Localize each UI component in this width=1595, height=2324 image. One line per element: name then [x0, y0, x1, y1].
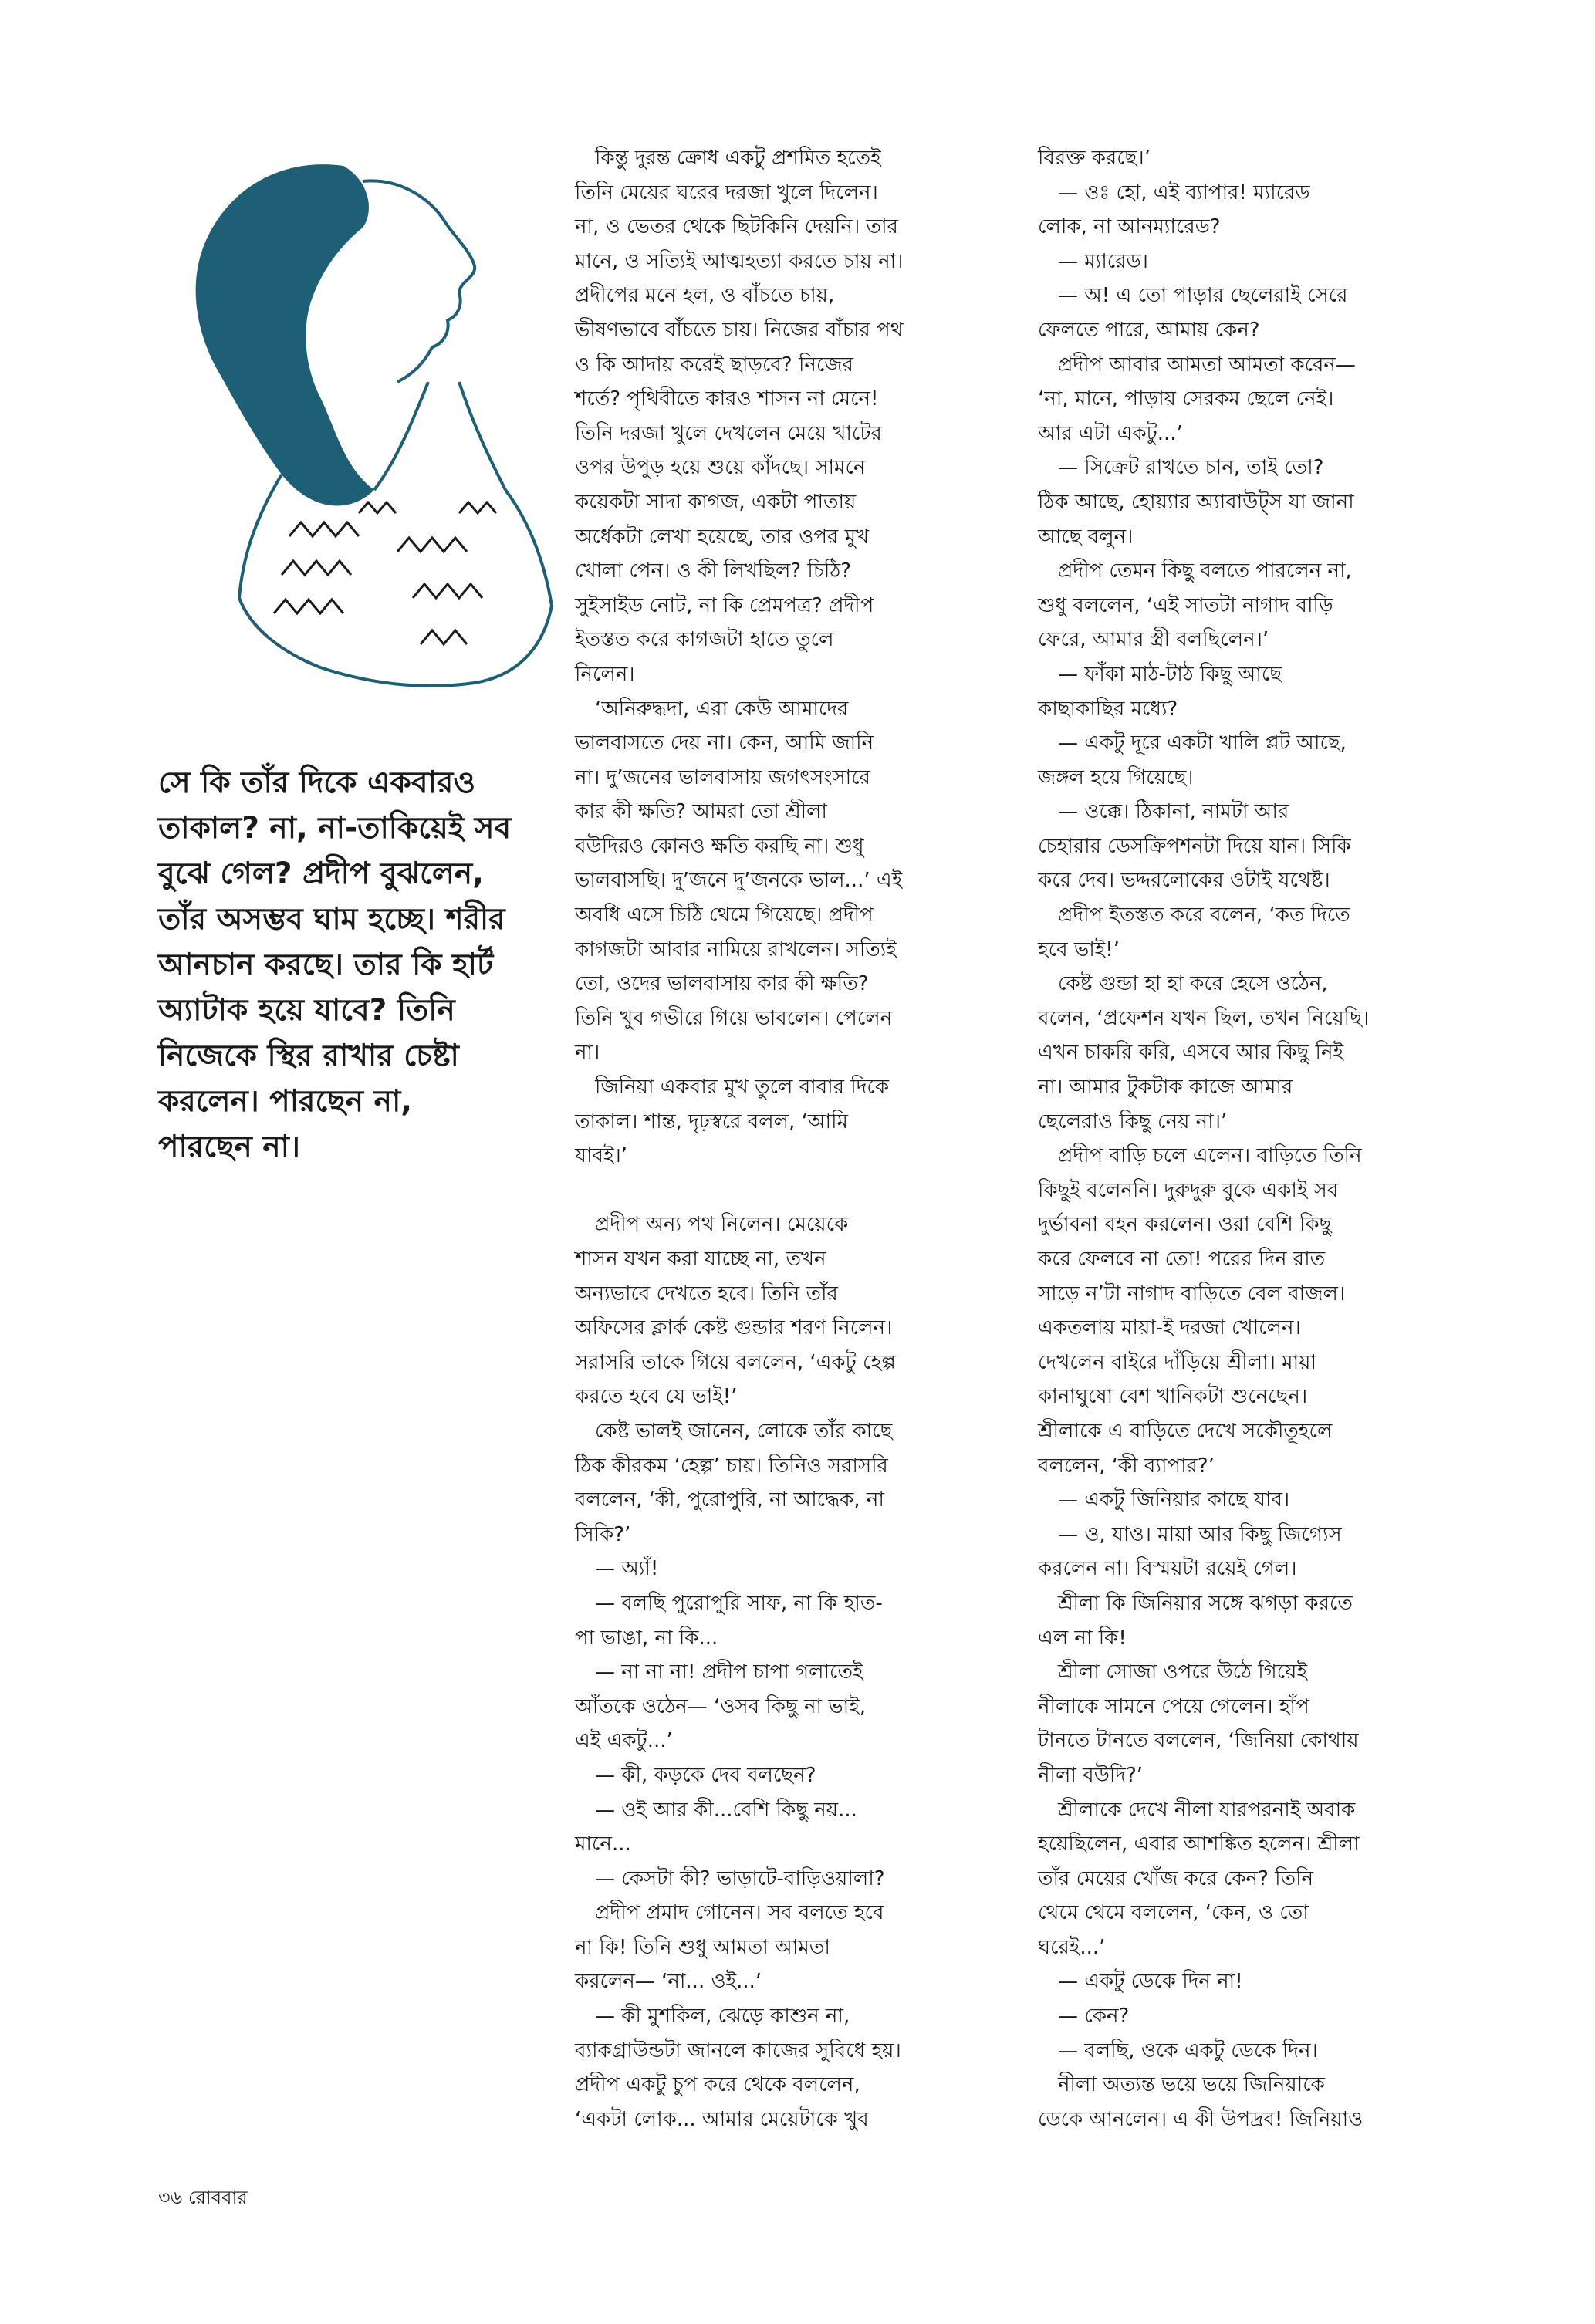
pull-quote-line: অ্যাটাক হয়ে যাবে? তিনি	[158, 993, 455, 1028]
text-line: ইতস্তত করে কাগজটা হাতে তুলে	[575, 628, 834, 652]
text-line: হবে ভাই!’	[1038, 937, 1120, 961]
text-line: অন্যভাবে দেখতে হবে। তিনি তাঁর	[575, 1282, 838, 1306]
text-line: — ওই আর কী...বেশি কিছু নয়...	[575, 1798, 857, 1822]
text-line: শ্রীলাকে এ বাড়িতে দেখে সকৌতূহলে	[1038, 1419, 1333, 1443]
text-line: করতে হবে যে ভাই!’	[575, 1385, 738, 1409]
text-line: শ্রীলাকে দেখে নীলা যারপরনাই অবাক	[1038, 1798, 1356, 1822]
text-line: শ্রীলা সোজা ওপরে উঠে গিয়েই	[1038, 1660, 1307, 1684]
face-outline	[363, 181, 475, 382]
text-line: — ম্যারেড।	[1038, 249, 1148, 273]
page-footer	[158, 2184, 248, 2214]
text-line: কয়েকটা সাদা কাগজ, একটা পাতায়	[575, 490, 857, 514]
text-line: — না না না! প্রদীপ চাপা গলাতেই	[575, 1660, 863, 1684]
text-line: না। আমার টুকটাক কাজে আমার	[1038, 1076, 1293, 1100]
text-line: শাসন যখন করা যাচ্ছে না, তখন	[575, 1248, 826, 1271]
text-line: সুইসাইড নোট, না কি প্রেমপত্র? প্রদীপ	[575, 593, 874, 617]
text-line: সাড়ে ন’টা নাগাদ বাড়িতে বেল বাজল।	[1038, 1282, 1346, 1306]
text-line: তাঁর মেয়ের খোঁজ করে কেন? তিনি	[1038, 1866, 1314, 1890]
text-line: অবধি এসে চিঠি থেমে গিয়েছে। প্রদীপ	[575, 904, 874, 927]
woman-portrait-illustration	[166, 150, 567, 737]
text-line: — ওঃ হো, এই ব্যাপার! ম্যারেড	[1038, 181, 1310, 204]
text-line: হয়েছিলেন, এবার আশঙ্কিত হলেন। শ্রীলা	[1038, 1833, 1360, 1856]
text-line: না। দু’জনের ভালবাসায় জগৎসংসারে	[575, 765, 870, 789]
text-line: ঘরেই...’	[1038, 1935, 1106, 1959]
text-line: প্রদীপ বাড়ি চলে এলেন। বাড়িতে তিনি	[1038, 1144, 1362, 1168]
text-line: কেষ্ট ভালই জানেন, লোকে তাঁর কাছে	[575, 1419, 893, 1443]
text-line: শুধু বললেন, ‘এই সাতটা নাগাদ বাড়ি	[1038, 593, 1333, 617]
text-line: তিনি খুব গভীরে গিয়ে ভাবলেন। পেলেন	[575, 1006, 893, 1030]
text-line: অফিসের ক্লার্ক কেষ্ট গুন্ডার শরণ নিলেন।	[575, 1316, 893, 1340]
text-line: — ওক্কে। ঠিকানা, নামটা আর	[1038, 800, 1289, 824]
text-line: অর্ধেকটা লেখা হয়েছে, তার ওপর মুখ	[575, 525, 870, 549]
text-line: যাবই।’	[575, 1144, 628, 1168]
pull-quote-line: নিজেকে স্থির রাখার চেষ্টা	[158, 1039, 459, 1073]
text-line: ভালবাসতে দেয় না। কেন, আমি জানি	[575, 731, 874, 755]
text-line: — অ! এ তো পাড়ার ছেলেরাই সেরে	[1038, 284, 1348, 308]
text-line: তিনি মেয়ের ঘরের দরজা খুলে দিলেন।	[575, 181, 878, 204]
text-line: ব্যাকগ্রাউন্ডটা জানলে কাজের সুবিধে হয়।	[575, 2039, 901, 2062]
page-number: ৩৬	[158, 2187, 183, 2208]
text-line: আছে বলুন।	[1038, 525, 1134, 549]
text-line: ঠিক আছে, হোয়্যার অ্যাবাউট্স যা জানা	[1038, 490, 1354, 514]
pull-quote-line: পারছেন না।	[158, 1130, 300, 1164]
text-line: চেহারার ডেসক্রিপশনটা দিয়ে যান। সিকি	[1038, 834, 1351, 858]
text-line: — কেন?	[1038, 2005, 1130, 2028]
text-line: করে দেব। ভদ্দরলোকের ওটাই যথেষ্ট।	[1038, 869, 1330, 893]
pull-quote-line: বুঝে গেল? প্রদীপ বুঝলেন,	[158, 856, 484, 891]
text-line: শর্তে? পৃথিবীতে কারও শাসন না মেনে!	[575, 387, 879, 411]
text-line: লোক, না আনম্যারেড?	[1038, 215, 1221, 239]
text-line: ‘না, মানে, পাড়ায় সেরকম ছেলে নেই।	[1038, 387, 1334, 411]
text-line: কিছুই বলেননি। দুরুদুরু বুকে একাই সব	[1038, 1178, 1339, 1202]
text-line: নীলা বউদি?’	[1038, 1763, 1144, 1787]
text-line: — একটু জিনিয়ার কাছে যাব।	[1038, 1488, 1290, 1512]
text-line: একতলায় মায়া-ই দরজা খোলেন।	[1038, 1316, 1301, 1340]
text-line: টানতে টানতে বললেন, ‘জিনিয়া কোথায়	[1038, 1729, 1359, 1753]
text-line: নীলাকে সামনে পেয়ে গেলেন। হাঁপ	[1038, 1694, 1309, 1718]
text-line: ওপর উপুড় হয়ে শুয়ে কাঁদছে। সামনে	[575, 456, 866, 480]
text-line: এখন চাকরি করি, এসবে আর কিছু নিই	[1038, 1041, 1344, 1065]
text-line: থেমে থেমে বললেন, ‘কেন, ও তো	[1038, 1901, 1309, 1925]
text-line: — একটু দূরে একটা খালি প্লট আছে,	[1038, 731, 1347, 755]
text-line: বলেন, ‘প্রফেশন যখন ছিল, তখন নিয়েছি।	[1038, 1006, 1370, 1030]
text-line: ভালবাসছি। দু’জনে দু’জনকে ভাল...’ এই	[575, 869, 903, 893]
pull-quote	[158, 760, 559, 1170]
text-line: — কী, কড়কে দেব বলছেন?	[575, 1763, 816, 1787]
pull-quote-line: আনচান করছে। তার কি হার্ট	[158, 948, 494, 982]
text-line: প্রদীপ প্রমাদ গোনেন। সব বলতে হবে	[575, 1901, 884, 1925]
text-line: — অ্যাঁ!	[575, 1557, 659, 1581]
text-line: প্রদীপ ইতস্তত করে বলেন, ‘কত দিতে	[1038, 904, 1350, 927]
text-line: করলেন না। বিস্ময়টা রয়েই গেল।	[1038, 1557, 1297, 1581]
text-line: প্রদীপ অন্য পথ নিলেন। মেয়েকে	[575, 1213, 849, 1237]
pull-quote-line: করলেন। পারছেন না,	[158, 1084, 413, 1119]
text-line: আঁতকে ওঠেন— ‘ওসব কিছু না ভাই,	[575, 1694, 866, 1718]
text-line	[575, 1174, 1030, 1208]
text-line: তিনি দরজা খুলে দেখলেন মেয়ে খাটের	[575, 421, 882, 445]
text-line: ফেরে, আমার স্ত্রী বলছিলেন।’	[1038, 628, 1269, 652]
text-line: না।	[575, 1041, 600, 1065]
text-line: জিনিয়া একবার মুখ তুলে বাবার দিকে	[575, 1076, 890, 1100]
text-line: — বলছি, ওকে একটু ডেকে দিন।	[1038, 2039, 1318, 2062]
text-line: মানে, ও সত্যিই আত্মহত্যা করতে চায় না।	[575, 249, 904, 273]
text-line: ফেলতে পারে, আমায় কেন?	[1038, 318, 1260, 342]
text-line: বিরক্ত করছে।’	[1038, 147, 1151, 170]
text-line: ঠিক কীরকম ‘হেল্প’ চায়। তিনিও সরাসরি	[575, 1454, 888, 1478]
text-line: — ও, যাও। মায়া আর কিছু জিগ্যেস	[1038, 1522, 1342, 1546]
text-line: এই একটু...’	[575, 1729, 673, 1753]
text-line: তো, ওদের ভালবাসায় কার কী ক্ষতি?	[575, 972, 869, 996]
text-line: কানাঘুষো বেশ খানিকটা শুনেছেন।	[1038, 1385, 1308, 1409]
text-line: আর এটা একটু...’	[1038, 421, 1183, 445]
text-line: — কী মুশকিল, ঝেড়ে কাশুন না,	[575, 2005, 850, 2028]
text-line: মানে...	[575, 1833, 631, 1856]
text-line: দেখলেন বাইরে দাঁড়িয়ে শ্রীলা। মায়া	[1038, 1350, 1317, 1374]
text-line: প্রদীপ একটু চুপ করে থেকে বললেন,	[575, 2073, 860, 2097]
text-line: — সিক্রেট রাখতে চান, তাই তো?	[1038, 456, 1324, 480]
text-line: বললেন, ‘কী ব্যাপার?’	[1038, 1454, 1215, 1478]
text-line: করে ফেলবে না তো! পরের দিন রাত	[1038, 1248, 1326, 1271]
text-line: কিন্তু দুরন্ত ক্রোধ একটু প্রশমিত হতেই	[575, 147, 881, 170]
magazine-name: রোববার	[188, 2187, 248, 2208]
text-line: — বলছি পুরোপুরি সাফ, না কি হাত-	[575, 1591, 883, 1615]
text-line: করলেন— ‘না... ওই...’	[575, 1970, 762, 1994]
text-line: এল না কি!	[1038, 1626, 1127, 1650]
text-line: পা ভাঙা, না কি...	[575, 1626, 718, 1650]
text-line: — কেসটা কী? ভাড়াটে-বাড়িওয়ালা?	[575, 1866, 885, 1890]
text-line: বউদিরও কোনও ক্ষতি করছি না। শুধু	[575, 834, 864, 858]
text-line: কাছাকাছির মধ্যে?	[1038, 697, 1178, 721]
text-line: ছেলেরাও কিছু নেয় না।’	[1038, 1110, 1228, 1133]
text-line: সিকি?’	[575, 1522, 631, 1546]
text-line: কাগজটা আবার নামিয়ে রাখলেন। সত্যিই	[575, 937, 897, 961]
pull-quote-line: সে কি তাঁর দিকে একবারও	[158, 765, 476, 800]
text-line: নিলেন।	[575, 662, 635, 686]
blouse-pattern	[274, 502, 496, 644]
pull-quote-line: তাকাল? না, না-তাকিয়েই সব	[158, 811, 512, 846]
pull-quote-line: তাঁর অসম্ভব ঘাম হচ্ছে। শরীর	[158, 902, 505, 937]
text-line: ‘অনিরুদ্ধদা, এরা কেউ আমাদের	[575, 697, 849, 721]
text-line: — ফাঁকা মাঠ-টাঠ কিছু আছে	[1038, 662, 1282, 686]
text-line: শ্রীলা কি জিনিয়ার সঙ্গে ঝগড়া করতে	[1038, 1591, 1353, 1615]
text-line: না কি! তিনি শুধু আমতা আমতা	[575, 1935, 830, 1959]
text-line: কেষ্ট গুন্ডা হা হা করে হেসে ওঠেন,	[1038, 972, 1328, 996]
text-line: ও কি আদায় করেই ছাড়বে? নিজের	[575, 353, 853, 377]
text-line: না, ও ভেতর থেকে ছিটকিনি দেয়নি। তার	[575, 215, 898, 239]
text-line: জঙ্গল হয়ে গিয়েছে।	[1038, 765, 1194, 789]
text-line: — একটু ডেকে দিন না!	[1038, 1970, 1243, 1994]
text-line: নীলা অত্যন্ত ভয়ে ভয়ে জিনিয়াকে	[1038, 2073, 1325, 2097]
blouse-outline	[239, 475, 552, 686]
hair-shape	[196, 164, 374, 505]
article-column-1	[575, 141, 1030, 2137]
text-line: ‘একটা লোক... আমার মেয়েটাকে খুব	[575, 2107, 869, 2131]
text-line: খোলা পেন। ও কী লিখছিল? চিঠি?	[575, 559, 852, 583]
text-line: প্রদীপ আবার আমতা আমতা করেন—	[1038, 353, 1356, 377]
text-line: প্রদীপ তেমন কিছু বলতে পারলেন না,	[1038, 559, 1352, 583]
text-line: ডেকে আনলেন। এ কী উপদ্রব! জিনিয়াও	[1038, 2107, 1364, 2131]
neck-outline	[374, 382, 505, 490]
text-line: সরাসরি তাকে গিয়ে বললেন, ‘একটু হেল্প	[575, 1350, 896, 1374]
text-line: ভীষণভাবে বাঁচতে চায়। নিজের বাঁচার পথ	[575, 318, 904, 342]
article-column-2	[1038, 141, 1493, 2137]
text-line: দুর্ভাবনা বহন করলেন। ওরা বেশি কিছু	[1038, 1213, 1332, 1237]
text-line: কার কী ক্ষতি? আমরা তো শ্রীলা	[575, 800, 827, 824]
text-line: তাকাল। শান্ত, দৃঢ়স্বরে বলল, ‘আমি	[575, 1110, 848, 1133]
text-line: বললেন, ‘কী, পুরোপুরি, না আদ্ধেক, না	[575, 1488, 884, 1512]
text-line: প্রদীপের মনে হল, ও বাঁচতে চায়,	[575, 284, 835, 308]
